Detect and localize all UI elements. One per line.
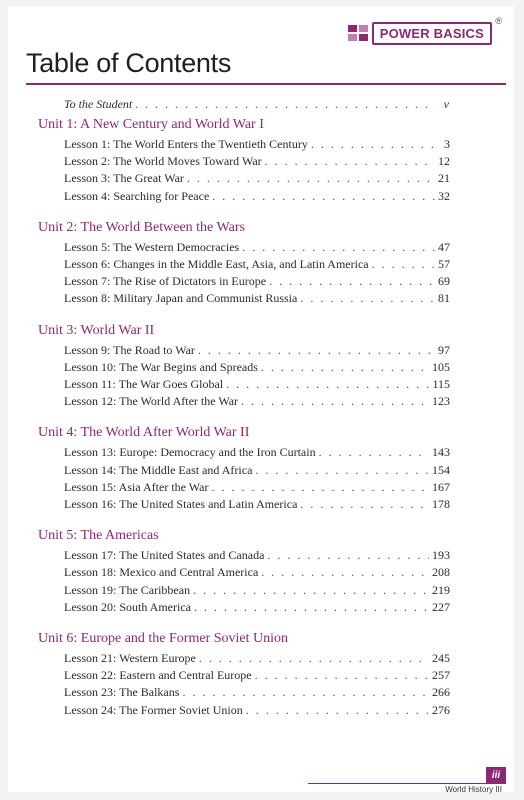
title-divider xyxy=(26,83,506,85)
lesson-entry[interactable] xyxy=(38,547,450,564)
toc-list xyxy=(38,116,450,733)
lesson-label: Lesson 3: The Great War xyxy=(64,171,184,186)
lesson-label: Lesson 17: The United States and Canada xyxy=(64,548,265,563)
lesson-page-number: 167 xyxy=(432,479,450,494)
lesson-label: Lesson 7: The Rise of Dictators in Europe xyxy=(64,274,267,289)
lesson-page-number: 21 xyxy=(438,171,450,186)
unit-title[interactable]: Unit 1: A New Century and World War I xyxy=(38,117,264,132)
logo-text: POWER BASICS xyxy=(372,22,492,45)
lesson-page-number: 245 xyxy=(432,651,450,666)
lesson-entry[interactable] xyxy=(38,359,450,376)
lesson-entry[interactable] xyxy=(38,170,450,187)
lesson-page-number: 32 xyxy=(438,188,450,203)
leader-dots xyxy=(182,684,429,701)
lesson-label: Lesson 12: The World After the War xyxy=(64,394,239,409)
lesson-page-number: 115 xyxy=(432,377,450,392)
leader-dots xyxy=(226,376,429,393)
lesson-label: Lesson 10: The War Begins and Spreads xyxy=(64,359,258,374)
leader-dots xyxy=(193,582,429,599)
lesson-label: Lesson 11: The War Goes Global xyxy=(64,377,224,392)
unit-title[interactable]: Unit 6: Europe and the Former Soviet Union xyxy=(38,631,289,647)
lesson-entry[interactable] xyxy=(38,273,450,290)
lesson-page-number: 3 xyxy=(444,137,450,151)
leader-dots xyxy=(255,667,429,684)
lesson-label: Lesson 18: Mexico and Central America xyxy=(64,565,259,580)
lesson-page-number: 123 xyxy=(432,394,450,409)
lesson-page-number: 193 xyxy=(432,548,450,563)
leader-dots xyxy=(194,599,429,616)
unit-title[interactable]: Unit 3: World War II xyxy=(38,322,155,338)
lesson-page-number: 276 xyxy=(432,702,450,717)
unit-section xyxy=(38,630,450,719)
lesson-page-number: 178 xyxy=(432,497,450,512)
lesson-label: Lesson 22: Eastern and Central Europe xyxy=(64,668,252,683)
unit-title[interactable]: Unit 5: The Americas xyxy=(38,528,159,544)
lesson-entry[interactable] xyxy=(38,599,450,616)
unit-section xyxy=(38,116,450,205)
lesson-page-number: 12 xyxy=(438,154,450,169)
lesson-label: Lesson 13: Europe: Democracy and the Iron Curtain xyxy=(64,445,316,460)
power-basics-logo xyxy=(348,16,502,44)
lesson-label: Lesson 8: Military Japan and Communist Russia xyxy=(64,291,298,306)
lesson-entry[interactable] xyxy=(38,462,450,479)
leader-dots xyxy=(255,462,429,479)
lesson-entry[interactable] xyxy=(38,239,450,256)
leader-dots xyxy=(311,136,437,153)
lesson-entry[interactable] xyxy=(38,342,450,359)
lesson-label: Lesson 6: Changes in the Middle East, Asia, and Latin America xyxy=(64,257,369,272)
lesson-entry[interactable] xyxy=(38,376,450,393)
lesson-entry[interactable] xyxy=(38,702,450,719)
leader-dots xyxy=(199,650,429,667)
lesson-entry[interactable] xyxy=(38,153,450,170)
lesson-label: Lesson 5: The Western Democracies xyxy=(64,239,240,254)
lesson-page-number: 154 xyxy=(432,462,450,477)
lesson-entry[interactable] xyxy=(38,582,450,599)
lesson-label: Lesson 21: Western Europe xyxy=(64,651,196,666)
lesson-label: Lesson 15: Asia After the War xyxy=(64,479,209,494)
lesson-page-number: 227 xyxy=(432,599,450,614)
footer-book-title: World History III xyxy=(445,785,502,794)
leader-dots xyxy=(269,273,435,290)
lesson-label: Lesson 4: Searching for Peace xyxy=(64,188,210,203)
lesson-label: Lesson 20: South America xyxy=(64,599,191,614)
lesson-entry[interactable] xyxy=(38,479,450,496)
lesson-page-number: 257 xyxy=(432,668,450,683)
footer-divider xyxy=(308,783,506,784)
leader-dots xyxy=(198,342,435,359)
leader-dots xyxy=(246,702,429,719)
lesson-page-number: 208 xyxy=(432,565,450,580)
lesson-entry[interactable] xyxy=(38,496,450,513)
unit-title[interactable]: Unit 2: The World Between the Wars xyxy=(38,219,245,235)
lesson-page-number: 69 xyxy=(438,274,450,289)
lesson-entry[interactable] xyxy=(38,564,450,581)
lesson-entry[interactable] xyxy=(38,667,450,684)
lesson-label: Lesson 19: The Caribbean xyxy=(64,582,191,597)
leader-dots xyxy=(211,479,429,496)
lesson-label: Lesson 14: The Middle East and Africa xyxy=(64,462,253,477)
lesson-page-number: 266 xyxy=(432,685,450,700)
lesson-page-number: 97 xyxy=(438,342,450,357)
lesson-page-number: 105 xyxy=(432,359,450,374)
lesson-entry[interactable] xyxy=(38,684,450,701)
leader-dots xyxy=(242,239,435,256)
lesson-entry[interactable] xyxy=(38,444,450,461)
lesson-label: Lesson 16: The United States and Latin America xyxy=(64,497,298,512)
lesson-label: Lesson 2: The World Moves Toward War xyxy=(64,154,262,169)
lesson-label: Lesson 23: The Balkans xyxy=(64,685,180,700)
unit-section xyxy=(38,322,450,411)
lesson-page-number: 219 xyxy=(432,582,450,597)
lesson-entry[interactable] xyxy=(38,188,450,205)
page-title: Table of Contents xyxy=(26,48,232,78)
lesson-entry[interactable] xyxy=(38,136,450,153)
leader-dots xyxy=(372,256,435,273)
leader-dots xyxy=(300,496,429,513)
lesson-page-number: 143 xyxy=(432,445,450,460)
intro-label: To the Student xyxy=(64,97,133,111)
leader-dots xyxy=(135,96,436,113)
registered-mark: ® xyxy=(495,16,502,26)
unit-section xyxy=(38,424,450,513)
lesson-entry[interactable] xyxy=(38,256,450,273)
leader-dots xyxy=(261,564,429,581)
lesson-label: Lesson 24: The Former Soviet Union xyxy=(64,702,243,717)
unit-section xyxy=(38,219,450,308)
lesson-page-number: 81 xyxy=(438,291,450,306)
lesson-entry[interactable] xyxy=(38,393,450,410)
lesson-label: Lesson 9: The Road to War xyxy=(64,342,195,357)
leader-dots xyxy=(267,547,429,564)
leader-dots xyxy=(212,188,435,205)
leader-dots xyxy=(265,153,435,170)
leader-dots xyxy=(300,290,435,307)
unit-title[interactable]: Unit 4: The World After World War II xyxy=(38,425,250,441)
unit-section xyxy=(38,527,450,616)
leader-dots xyxy=(319,444,429,461)
logo-squares-icon xyxy=(348,25,368,41)
intro-page-number: v xyxy=(443,97,449,111)
lesson-label: Lesson 1: The World Enters the Twentieth Century xyxy=(64,137,308,151)
lesson-entry[interactable] xyxy=(38,650,450,667)
lesson-page-number: 47 xyxy=(438,239,450,254)
intro-entry[interactable] xyxy=(64,96,449,113)
leader-dots xyxy=(187,170,435,187)
leader-dots xyxy=(261,359,429,376)
lesson-page-number: 57 xyxy=(438,257,450,272)
document-page xyxy=(8,6,514,792)
lesson-entry[interactable] xyxy=(38,290,450,307)
footer-page-number: iii xyxy=(486,767,506,783)
leader-dots xyxy=(241,393,429,410)
